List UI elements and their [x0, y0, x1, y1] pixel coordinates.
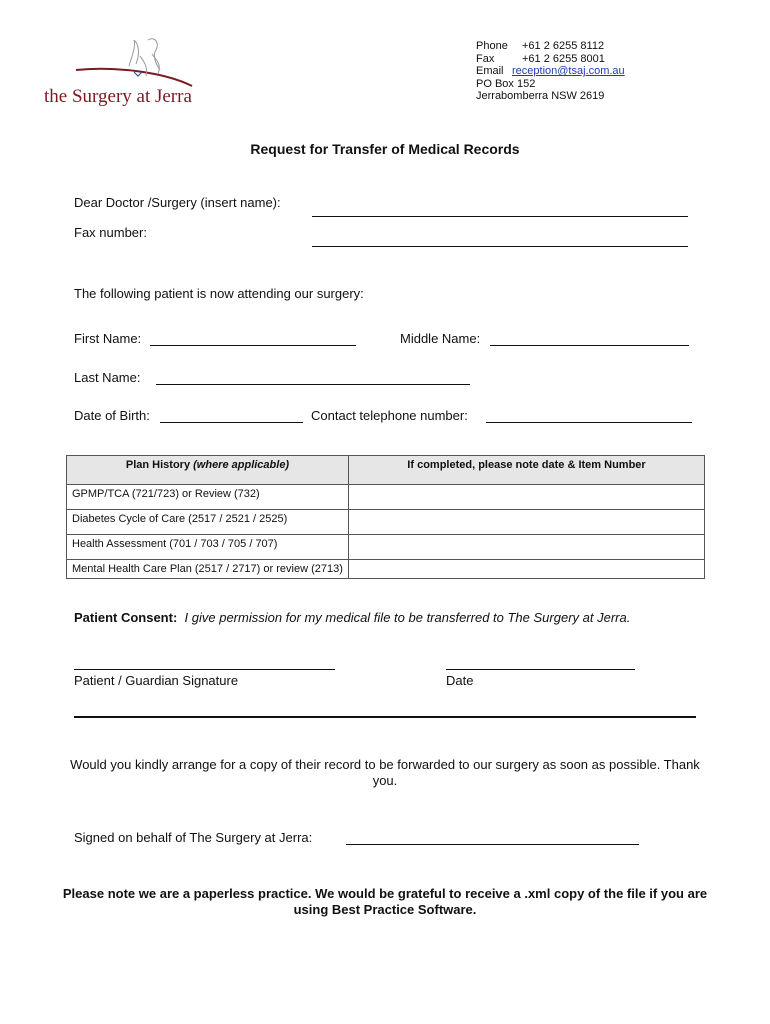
email-row — [476, 65, 625, 78]
consent-text: I give permission for my medical file to be transferred to The Surgery at Jerra. — [184, 610, 631, 625]
completion-cell[interactable] — [349, 535, 705, 560]
contact-phone-label: Contact telephone number: — [311, 408, 468, 423]
completion-cell[interactable] — [349, 485, 705, 510]
completion-cell[interactable] — [349, 560, 705, 579]
table-row — [67, 560, 705, 579]
completion-cell[interactable] — [349, 510, 705, 535]
section-divider — [74, 716, 696, 718]
first-name-label: First Name: — [74, 331, 142, 346]
address-line1: PO Box 152 — [476, 77, 536, 90]
fax-label: Fax — [476, 52, 495, 65]
patient-consent — [74, 610, 630, 625]
phone-value: +61 2 6255 8112 — [522, 40, 605, 52]
phone-label: Phone — [476, 40, 508, 52]
table-row — [67, 510, 705, 535]
middle-name-line[interactable] — [490, 345, 689, 346]
logo-text: the Surgery at Jerra — [44, 86, 192, 107]
plan-history-table — [66, 455, 705, 579]
fax-number-label: Fax number: — [74, 225, 147, 240]
middle-name-label: Middle Name: — [400, 331, 481, 346]
fax-number-line[interactable] — [312, 246, 688, 247]
contact-block — [476, 40, 625, 103]
consent-label: Patient Consent: — [74, 610, 178, 625]
table-header-row — [67, 456, 705, 485]
completed-header: If completed, please note date & Item Number — [349, 456, 705, 485]
page-title: Request for Transfer of Medical Records — [250, 141, 520, 157]
request-text: Would you kindly arrange for a copy of their record to be forwarded to our surgery as soon as possible. Thank you. — [70, 757, 700, 788]
table-row — [67, 535, 705, 560]
dear-doctor-label: Dear Doctor /Surgery (insert name): — [74, 195, 281, 210]
fax-value: +61 2 6255 8001 — [522, 52, 605, 65]
email-link[interactable]: reception@tsaj.com.au — [512, 65, 625, 78]
contact-phone-line[interactable] — [486, 422, 692, 423]
table-row — [67, 485, 705, 510]
email-label: Email — [476, 65, 504, 78]
patient-signature-label: Patient / Guardian Signature — [74, 673, 239, 688]
phone-row — [476, 40, 625, 53]
dear-doctor-line[interactable] — [312, 216, 688, 217]
intro-text: The following patient is now attending our surgery: — [74, 286, 364, 301]
address-line2: Jerrabomberra NSW 2619 — [476, 90, 605, 103]
first-name-line[interactable] — [150, 345, 356, 346]
plan-cell: Health Assessment (701 / 703 / 705 / 707) — [67, 535, 349, 560]
plan-history-header-text: Plan History — [125, 459, 194, 471]
last-name-label: Last Name: — [74, 370, 141, 385]
fax-row — [476, 53, 625, 66]
where-applicable-text: (where applicable) — [193, 459, 290, 471]
plan-cell: Diabetes Cycle of Care (2517 / 2521 / 2525) — [67, 510, 349, 535]
patient-signature-line[interactable] — [74, 669, 335, 670]
date-line[interactable] — [446, 669, 635, 670]
dob-label: Date of Birth: — [74, 408, 150, 423]
date-label: Date — [446, 673, 474, 688]
plan-cell: GPMP/TCA (721/723) or Review (732) — [67, 485, 349, 510]
dob-line[interactable] — [160, 422, 303, 423]
signed-behalf-label: Signed on behalf of The Surgery at Jerra: — [74, 830, 313, 845]
plan-history-header — [67, 456, 349, 485]
signed-behalf-line[interactable] — [346, 844, 639, 845]
last-name-line[interactable] — [156, 384, 470, 385]
plan-cell: Mental Health Care Plan (2517 / 2717) or review (2713) — [67, 560, 349, 579]
paperless-note: Please note we are a paperless practice. We would be grateful to receive a .xml copy of the file if you are using Best Practice Software. — [62, 886, 708, 917]
